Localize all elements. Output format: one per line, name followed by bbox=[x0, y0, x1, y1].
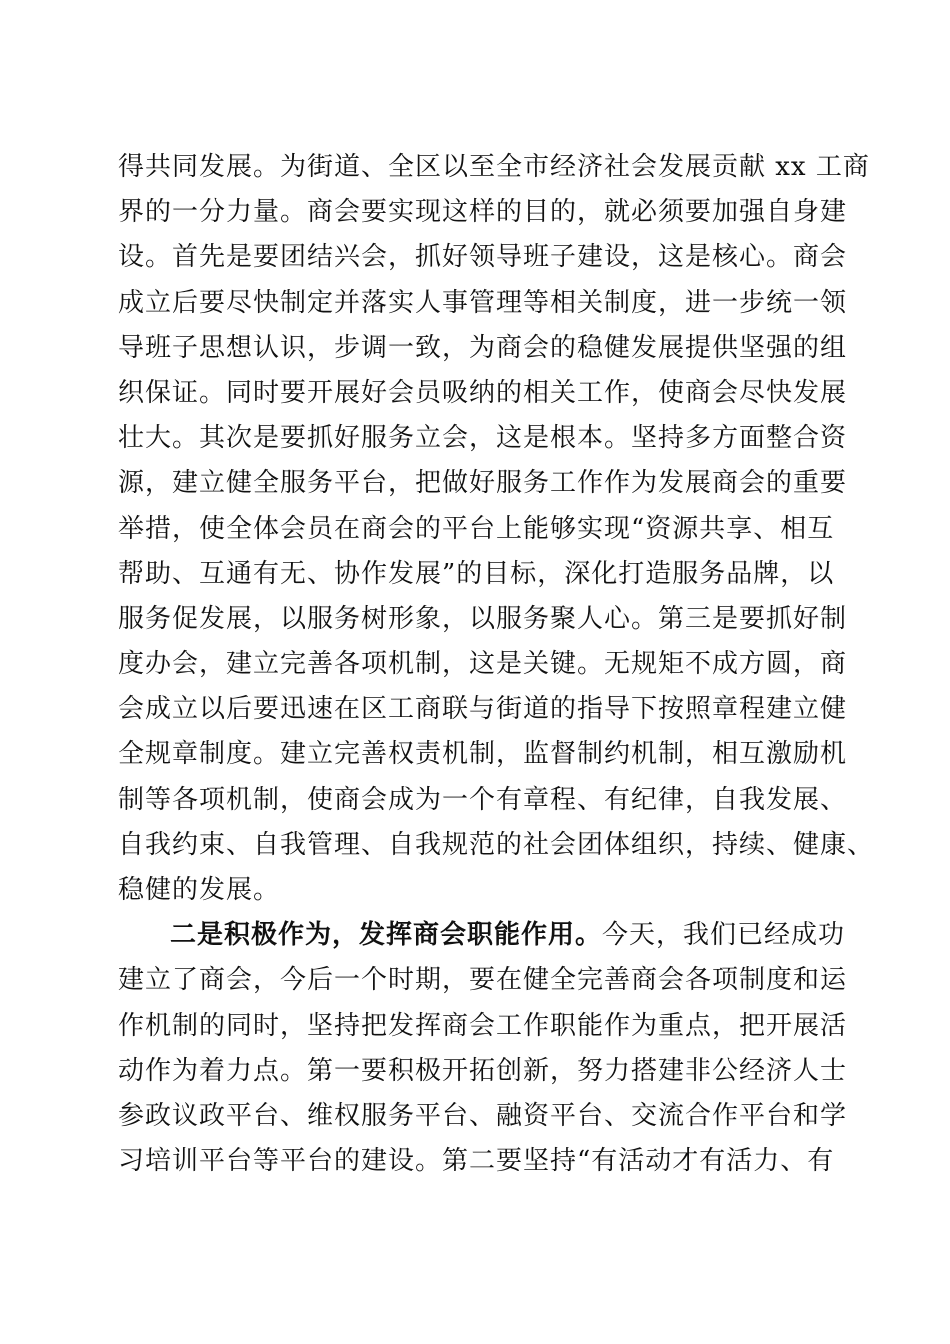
text-line: 动作为着力点。第一要积极开拓创新，努力搭建非公经济人士 bbox=[118, 1055, 848, 1086]
text-line: 自我约束、自我管理、自我规范的社会团体组织，持续、健康、 bbox=[118, 829, 875, 860]
text-line: 壮大。其次是要抓好服务立会，这是根本。坚持多方面整合资 bbox=[118, 423, 848, 454]
text-line: 会成立以后要迅速在区工商联与街道的指导下按照章程建立健 bbox=[118, 694, 848, 725]
text-line: 参政议政平台、维权服务平台、融资平台、交流合作平台和学 bbox=[118, 1100, 848, 1131]
text-line: 制等各项机制，使商会成为一个有章程、有纪律，自我发展、 bbox=[118, 784, 848, 815]
paragraph-1 bbox=[118, 145, 875, 913]
text-line: 设。首先是要团结兴会，抓好领导班子建设，这是核心。商会 bbox=[118, 242, 848, 273]
paragraph-first-line bbox=[118, 913, 858, 958]
text-line: 建立了商会，今后一个时期，要在健全完善商会各项制度和运 bbox=[118, 965, 848, 996]
text-line: 作机制的同时，坚持把发挥商会工作职能作为重点，把开展活 bbox=[118, 1010, 848, 1041]
text-line: 导班子思想认识，步调一致，为商会的稳健发展提供坚强的组 bbox=[118, 332, 848, 363]
text-line: 习培训平台等平台的建设。第二要坚持“有活动才有活力、有 bbox=[118, 1146, 835, 1177]
text-line: 帮助、互通有无、协作发展”的目标，深化打造服务品牌，以 bbox=[118, 558, 835, 589]
paragraph-2 bbox=[118, 913, 858, 1184]
text-line: 度办会，建立完善各项机制，这是关键。无规矩不成方圆，商 bbox=[118, 649, 848, 680]
text-line: 全规章制度。建立完善权责机制，监督制约机制，相互激励机 bbox=[118, 739, 848, 770]
document-body bbox=[118, 145, 875, 1184]
text-line: 稳健的发展。 bbox=[118, 875, 281, 905]
paragraph-lead-text: 今天，我们已经成功 bbox=[602, 920, 846, 951]
text-line: 成立后要尽快制定并落实人事管理等相关制度，进一步统一领 bbox=[118, 287, 848, 318]
text-line: 得共同发展。为街道、全区以至全市经济社会发展贡献 xx 工商 bbox=[118, 152, 870, 182]
text-line: 织保证。同时要开展好会员吸纳的相关工作，使商会尽快发展 bbox=[118, 377, 848, 408]
text-line: 源，建立健全服务平台，把做好服务工作作为发展商会的重要 bbox=[118, 468, 848, 499]
text-line: 服务促发展，以服务树形象，以服务聚人心。第三是要抓好制 bbox=[118, 603, 848, 634]
text-line: 界的一分力量。商会要实现这样的目的，就必须要加强自身建 bbox=[118, 197, 848, 228]
text-line: 举措，使全体会员在商会的平台上能够实现“资源共享、相互 bbox=[118, 513, 835, 544]
paragraph-heading: 二是积极作为，发挥商会职能作用。 bbox=[170, 920, 603, 951]
